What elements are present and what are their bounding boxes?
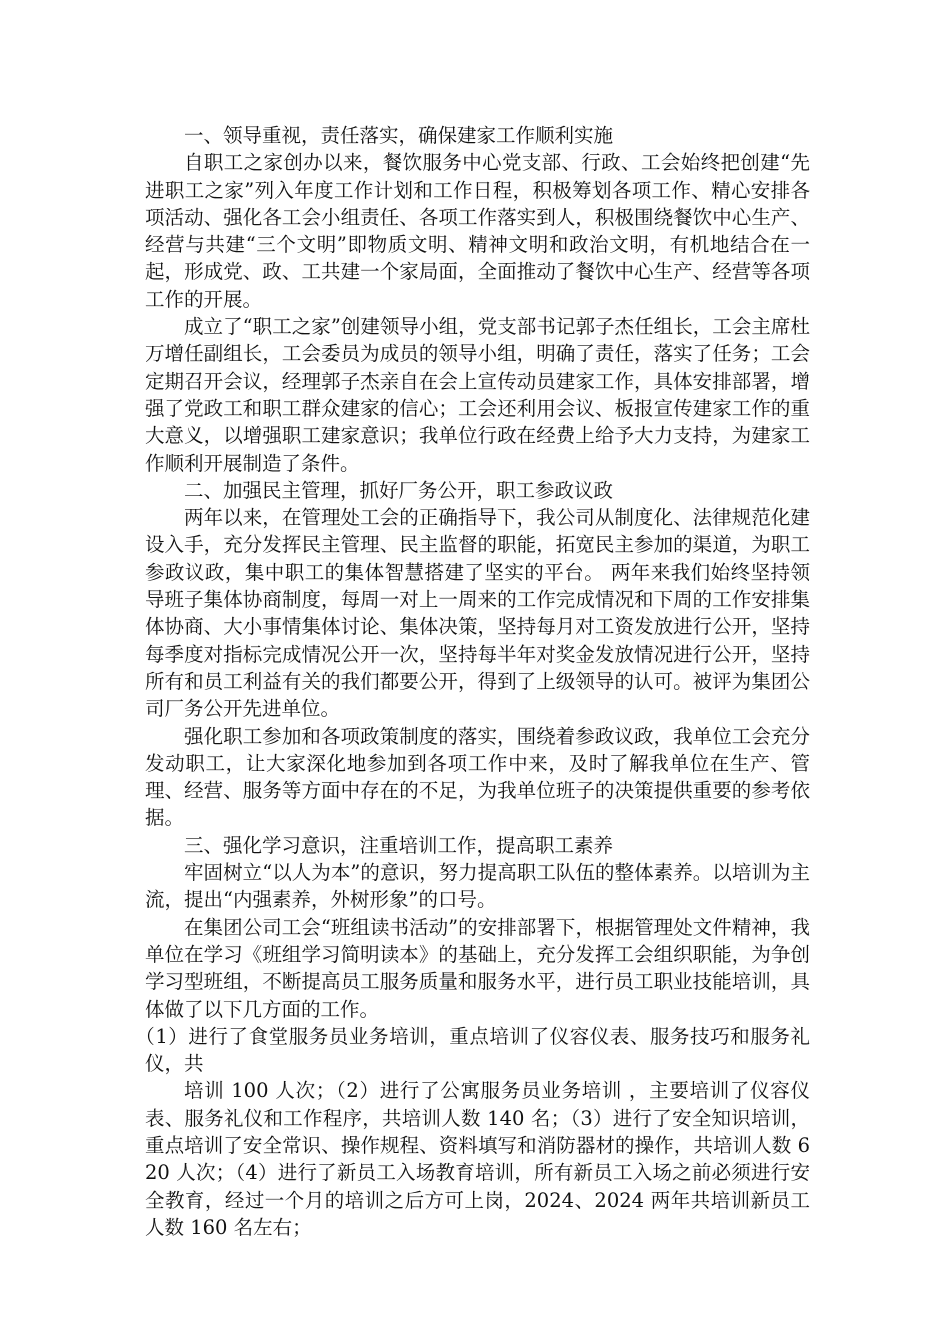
section-heading-3: 三、强化学习意识，注重培训工作，提高职工素养 — [184, 833, 614, 857]
paragraph: 强化职工参加和各项政策制度的落实，围绕着参政议政，我单位工会充分发动职工，让大家深化地参加到各项工作中来，及时了解我单位在生产、管理、经营、服务等方面中存在的不足，为我单位班子的决策提供重要的参考依据。 — [145, 724, 810, 830]
paragraph: 两年以来，在管理处工会的正确指导下，我公司从制度化、法律规范化建设入手，充分发挥民主管理、民主监督的职能，拓宽民主参加的渠道，为职工参政议政，集中职工的集体智慧搭建了坚实的平台。 两年来我们始终坚持领导班子集体协商制度，每周一对上一周来的工作完成情况和下周的工作安排集体协商、大小事情集体讨论、集体决策，坚持每月对工资发放进行公开，坚持每季度对指标完成情况公开一次，坚持每半年对奖金发放情况进行公开，坚持所有和员工利益有关的我们都要公开，得到了上级领导的认可。被评为集团公司厂务公开先进单位。 — [145, 506, 810, 721]
list-item: （1）进行了食堂服务员业务培训，重点培训了仪容仪表、服务技巧和服务礼仪，共 — [135, 1024, 810, 1076]
section-heading-1: 一、领导重视，责任落实，确保建家工作顺利实施 — [184, 124, 614, 147]
paragraph: 成立了“职工之家”创建领导小组，党支部书记郭子杰任组长，工会主席杜万增任副组长，工会委员为成员的领导小组，明确了责任，落实了任务；工会定期召开会议，经理郭子杰亲自在会上宣传动员建家工作，具体安排部署，增强了党政工和职工群众建家的信心；工会还利用会议、板报宣传建家工作的重大意义，以增强职工建家意识；我单位行政在经费上给予大力支持，为建家工作顺利开展制造了条件。 — [145, 315, 810, 475]
paragraph: 在集团公司工会“班组读书活动”的安排部署下，根据管理处文件精神，我单位在学习《班组学习简明读本》的基础上，充分发挥工会组织职能，为争创学习型班组，不断提高员工服务质量和服务水平，进行员工职业技能培训，具体做了以下几方面的工作。 — [145, 915, 810, 1021]
paragraph: 培训 100 人次；（2）进行了公寓服务员业务培训 ，主要培训了仪容仪表、服务礼仪和工作程序，共培训人数 140 名；（3）进行了安全知识培训，重点培训了安全常识、操作规程、资料填写和消防器材的操作，共培训人数 620 人次；（4）进行了新员工入场教育培训，所有新员工入场之前必须进行安全教育，经过一个月的培训之后方可上岗，2024、2024 两年共培训新员工人数 160 名左右； — [145, 1079, 810, 1239]
document-body — [135, 122, 810, 1241]
paragraph: 自职工之家创办以来，餐饮服务中心党支部、行政、工会始终把创建“先进职工之家”列入年度工作计划和工作日程，积极筹划各项工作、精心安排各项活动、强化各工会小组责任、各项工作落实到人，积极围绕餐饮中心生产、经营与共建“三个文明”即物质文明、精神文明和政治文明，有机地结合在一起，形成党、政、工共建一个家局面，全面推动了餐饮中心生产、经营等各项工作的开展。 — [145, 151, 810, 311]
section-heading-2: 二、加强民主管理，抓好厂务公开，职工参政议政 — [184, 478, 614, 502]
paragraph: 牢固树立“以人为本”的意识，努力提高职工队伍的整体素养。以培训为主流，提出“内强素养，外树形象”的口号。 — [145, 861, 810, 912]
